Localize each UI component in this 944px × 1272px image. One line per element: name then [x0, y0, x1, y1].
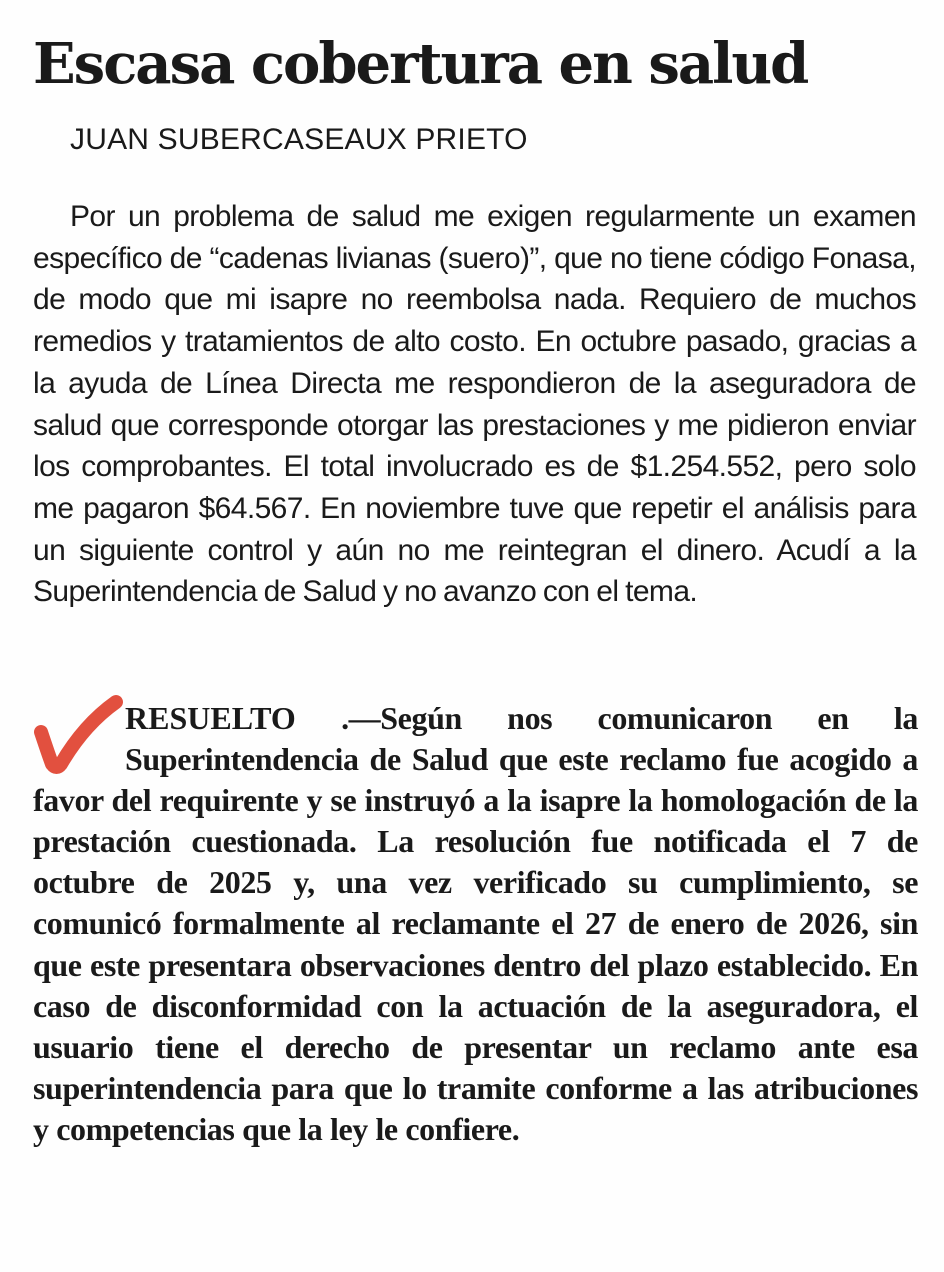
letter-body: Por un problema de salud me exigen regularmente un examen específico de “cadenas livianas (suero)”, que no tiene código Fonasa, de modo que mi isapre no reembolsa nada. Requiero de muchos remedios y tratamientos de alto costo. En octubre pasado, gracias a la ayuda de Línea Directa me respondieron de la aseguradora de salud que corresponde otorgar las prestaciones y me pidieron enviar los comprobantes. El total involucrado es de $1.254.552, pero solo me pagaron $64.567. En noviembre tuve que repetir el análisis para un siguiente control y aún no me reintegran el dinero. Acudí a la Superintendencia de Salud y no avanzo con el tema.: [33, 200, 916, 609]
status-separator: .—: [295, 700, 381, 736]
status-label: RESUELTO: [125, 700, 296, 736]
resolution-response: [33, 698, 918, 1150]
response-text: Según nos comunicaron en la Superintendencia de Salud que este reclamo fue acogido a favor del requirente y se instruyó a la isapre la homologación de la prestación cuestionada. La resolución fue notificada el 7 de octubre de 2025 y, una vez verificado su cumplimiento, se comunicó formalmente al reclamante el 27 de enero de 2026, sin que este presentara observaciones dentro del plazo establecido. En caso de disconformidad con la actuación de la aseguradora, el usuario tiene el derecho de presentar un reclamo ante esa superintendencia para que lo tramite conforme a las atribuciones y competencias que la ley le confiere.: [33, 700, 918, 1147]
author-byline: JUAN SUBERCASEAUX PRIETO: [70, 123, 528, 156]
article-title: Escasa cobertura en salud: [33, 31, 808, 97]
checkmark-gap: [33, 698, 125, 778]
